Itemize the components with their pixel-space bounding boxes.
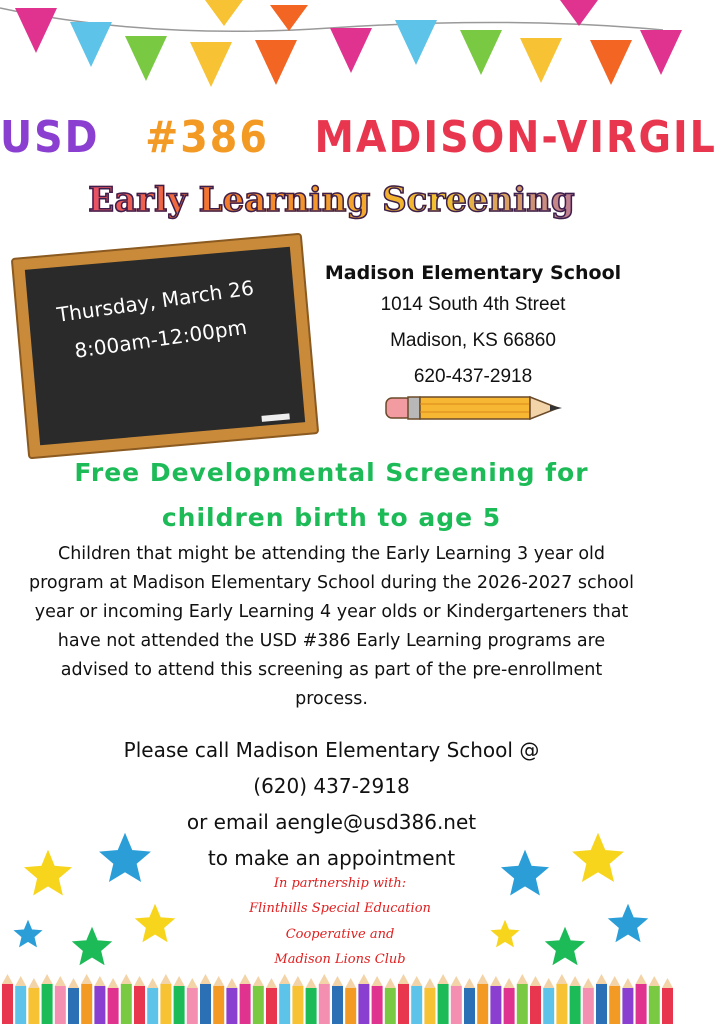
partnership-line-3: Cooperative and — [285, 927, 395, 942]
pencil-icon — [382, 392, 567, 422]
pencil-body — [94, 986, 105, 1024]
pencil-tip — [200, 974, 211, 984]
heading-line-1: Free Developmental Screening for — [74, 458, 589, 487]
pencil-tip — [636, 974, 647, 984]
pencil-tip — [213, 976, 224, 986]
pencil-body — [187, 988, 198, 1024]
event-time: 8:00am-12:00pm — [72, 314, 249, 363]
pencil-body — [424, 988, 435, 1024]
school-city: Madison, KS 66860 — [390, 330, 556, 351]
pencil-body — [636, 984, 647, 1024]
pencil-body — [622, 988, 633, 1024]
bunting-flag — [395, 20, 437, 65]
pencil-body — [306, 988, 317, 1024]
bunting-decoration — [0, 0, 663, 100]
title-part-district: MADISON-VIRGIL — [314, 112, 717, 163]
pencil-body — [477, 984, 488, 1024]
bunting-flag — [640, 30, 682, 75]
pencil-body — [385, 988, 396, 1024]
contact-line-4: to make an appointment — [207, 846, 456, 870]
pencil-body — [213, 986, 224, 1024]
bunting-flag — [125, 36, 167, 81]
pencil-tip — [292, 976, 303, 986]
school-street: 1014 South 4th Street — [380, 294, 566, 315]
pencil-tip — [55, 976, 66, 986]
star-icon — [502, 851, 548, 894]
pencil-body — [160, 984, 171, 1024]
pencil-tip — [596, 974, 607, 984]
contact-email: or email aengle@usd386.net — [186, 810, 477, 834]
pencil-tip — [42, 974, 53, 984]
pencil-tip — [345, 978, 356, 988]
pencil-body — [55, 986, 66, 1024]
bunting-flag — [520, 38, 562, 83]
pencil-body — [464, 988, 475, 1024]
pencil-tip — [451, 976, 462, 986]
star-icon — [492, 921, 519, 946]
pencil-tip — [517, 974, 528, 984]
pencil-tip — [609, 976, 620, 986]
pencil-tip — [226, 978, 237, 988]
pencil-body — [504, 988, 515, 1024]
pencil-body — [372, 986, 383, 1024]
pencil-tip — [253, 976, 264, 986]
colored-pencils-border — [0, 968, 663, 1024]
pencil-body — [28, 988, 39, 1024]
pencil-tip — [504, 978, 515, 988]
partnership-line-4: Madison Lions Club — [274, 952, 406, 967]
subtitle: Early Learning Screening — [0, 180, 663, 220]
pencil-body — [332, 986, 343, 1024]
star-icon — [100, 834, 149, 881]
pencil-tip — [121, 974, 132, 984]
pencil-body — [530, 986, 541, 1024]
pencil-tip — [160, 974, 171, 984]
pencil-body — [226, 988, 237, 1024]
pencil-tip — [424, 978, 435, 988]
pencil-tip — [438, 974, 449, 984]
bunting-flag — [330, 28, 372, 73]
pencil-tip — [490, 976, 501, 986]
bunting-flag — [205, 0, 243, 26]
pencil-tip — [28, 978, 39, 988]
pencil-body — [543, 988, 554, 1024]
pencil-body — [345, 988, 356, 1024]
pencil-body — [81, 984, 92, 1024]
star-icon — [136, 905, 174, 941]
page-title — [0, 112, 717, 163]
pencil-tip — [543, 978, 554, 988]
pencil-body — [583, 988, 594, 1024]
pencil-tip — [332, 976, 343, 986]
pencil-body — [108, 988, 119, 1024]
pencil-body — [411, 986, 422, 1024]
bunting-flag — [15, 8, 57, 53]
pencil-tip — [15, 976, 26, 986]
pencil-tip — [306, 978, 317, 988]
pencil-body — [147, 988, 158, 1024]
pencil-body — [266, 988, 277, 1024]
pencil-body — [451, 986, 462, 1024]
pencil-tip — [622, 978, 633, 988]
partnership-line-1: In partnership with: — [273, 876, 407, 891]
star-icon — [15, 921, 42, 946]
pencil-tip — [240, 974, 251, 984]
pencil-tip — [279, 974, 290, 984]
star-icon — [573, 834, 622, 881]
pencil-body — [253, 986, 264, 1024]
pencil-tip — [358, 974, 369, 984]
star-icon — [546, 928, 584, 964]
pencil-body — [662, 988, 673, 1024]
event-date: Thursday, March 26 — [55, 275, 256, 327]
pencil-body — [2, 984, 13, 1024]
pencil-tip — [570, 976, 581, 986]
pencil-body — [398, 984, 409, 1024]
bunting-flag — [70, 22, 112, 67]
pencil-tip — [94, 976, 105, 986]
pencil-body — [68, 988, 79, 1024]
pencil-tip — [477, 974, 488, 984]
pencil-tip — [530, 976, 541, 986]
bunting-flag — [255, 40, 297, 85]
pencil-body — [15, 986, 26, 1024]
pencil-body — [240, 984, 251, 1024]
pencil-tip — [134, 976, 145, 986]
description-paragraph: Children that might be attending the Early Learning 3 year old program at Madison Elementary School during the 2026-2027 school year or incoming Early Learning 4 year olds or Kindergarteners that have not attended the USD #386 Early Learning programs are advised to attend this screening as part of the pre-enrollment process. — [29, 544, 634, 709]
bunting-flag — [590, 40, 632, 85]
school-phone: 620-437-2918 — [413, 366, 533, 387]
school-name: Madison Elementary School — [324, 262, 622, 284]
pencil-body — [292, 986, 303, 1024]
pencil-tip — [81, 974, 92, 984]
pencil-tip — [319, 974, 330, 984]
pencil-body — [279, 984, 290, 1024]
partnership-line-2: Flinthills Special Education — [249, 901, 431, 916]
pencil-body — [596, 984, 607, 1024]
bunting-flag — [460, 30, 502, 75]
star-icon — [25, 851, 71, 894]
bunting-flag — [270, 5, 308, 31]
pencil-tip — [68, 978, 79, 988]
title-part-number: #386 — [145, 112, 269, 163]
pencil-tip — [108, 978, 119, 988]
pencil-tip — [662, 978, 673, 988]
pencil-tip — [187, 978, 198, 988]
pencil-tip — [411, 976, 422, 986]
pencil-body — [174, 986, 185, 1024]
title-part-usd: USD — [0, 112, 100, 163]
pencil-body — [438, 984, 449, 1024]
bunting-flag — [190, 42, 232, 87]
pencil-tip — [385, 978, 396, 988]
pencil-tip — [372, 976, 383, 986]
pencil-body — [42, 984, 53, 1024]
pencil-body — [200, 984, 211, 1024]
pencil-body — [121, 984, 132, 1024]
pencil-tip — [398, 974, 409, 984]
pencil-body — [609, 986, 620, 1024]
pencil-body — [556, 984, 567, 1024]
contact-line-1: Please call Madison Elementary School @ — [123, 738, 540, 762]
pencil-body — [517, 984, 528, 1024]
pencil-body — [649, 986, 660, 1024]
pencil-tip — [147, 978, 158, 988]
pencil-body — [490, 986, 501, 1024]
bunting-flag — [560, 0, 598, 26]
pencil-body — [358, 984, 369, 1024]
contact-phone: (620) 437-2918 — [253, 774, 410, 798]
pencil-tip — [649, 976, 660, 986]
star-icon — [73, 928, 111, 964]
pencil-tip — [174, 976, 185, 986]
heading-line-2: children birth to age 5 — [161, 503, 502, 532]
pencil-body — [134, 986, 145, 1024]
star-icon — [609, 905, 647, 941]
pencil-tip — [2, 974, 13, 984]
pencil-tip — [464, 978, 475, 988]
pencil-body — [319, 984, 330, 1024]
pencil-tip — [583, 978, 594, 988]
pencil-tip — [556, 974, 567, 984]
pencil-tip — [266, 978, 277, 988]
pencil-body — [570, 986, 581, 1024]
